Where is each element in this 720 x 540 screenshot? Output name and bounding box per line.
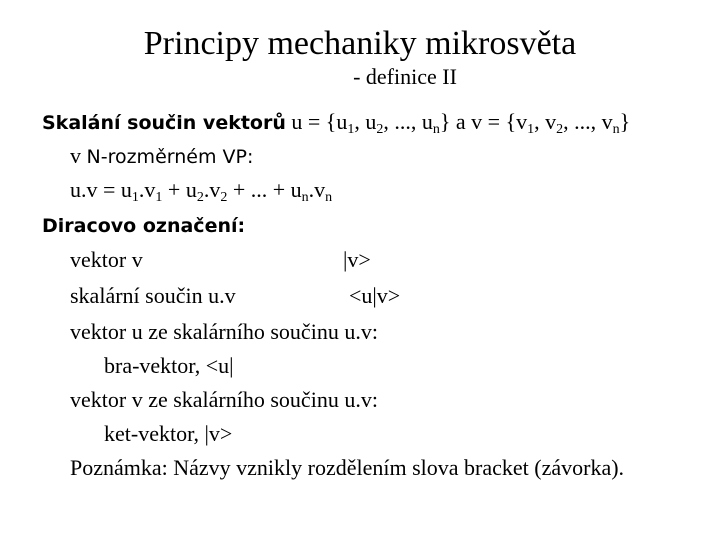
ket-vector: ket-vektor, |v> bbox=[104, 421, 233, 446]
vector-label: vektor v bbox=[70, 247, 143, 272]
inner-product-label: Skalání součin vektorů bbox=[42, 112, 286, 134]
product-label: skalární součin u.v bbox=[70, 283, 236, 308]
inner-product-definition: Skalání součin vektorů $u = \{u_1$, $u_2$, ..., $u_n$} a $v = \{v_1$, $v_2$, ..., $v_n$} bbox=[42, 109, 631, 137]
note-line: Poznámka: Názvy vznikly rozdělením slova bracket (závorka). bbox=[70, 455, 625, 480]
slide-subtitle: - definice II bbox=[353, 64, 457, 89]
braket-symbol: <u|v> bbox=[349, 283, 401, 308]
inner-product-formula: $u.v = u_1.v_1 + u_2.v_2$ + ... + $u_n.v_n$ bbox=[70, 177, 333, 205]
vector-space-line: v N-rozměrném VP: bbox=[70, 143, 254, 168]
ket-symbol: |v> bbox=[343, 247, 371, 272]
dirac-vector-row bbox=[70, 246, 670, 274]
dirac-product-row bbox=[70, 282, 670, 310]
ket-description: vektor v ze skalárního součinu u.v: bbox=[70, 387, 378, 412]
dirac-notation-heading: Diracovo označení: bbox=[42, 215, 246, 237]
slide-title: Principy mechaniky mikrosvěta bbox=[143, 25, 577, 62]
bra-description: vektor u ze skalárního součinu u.v: bbox=[70, 319, 378, 344]
bra-vector: bra-vektor, <u| bbox=[104, 353, 234, 378]
